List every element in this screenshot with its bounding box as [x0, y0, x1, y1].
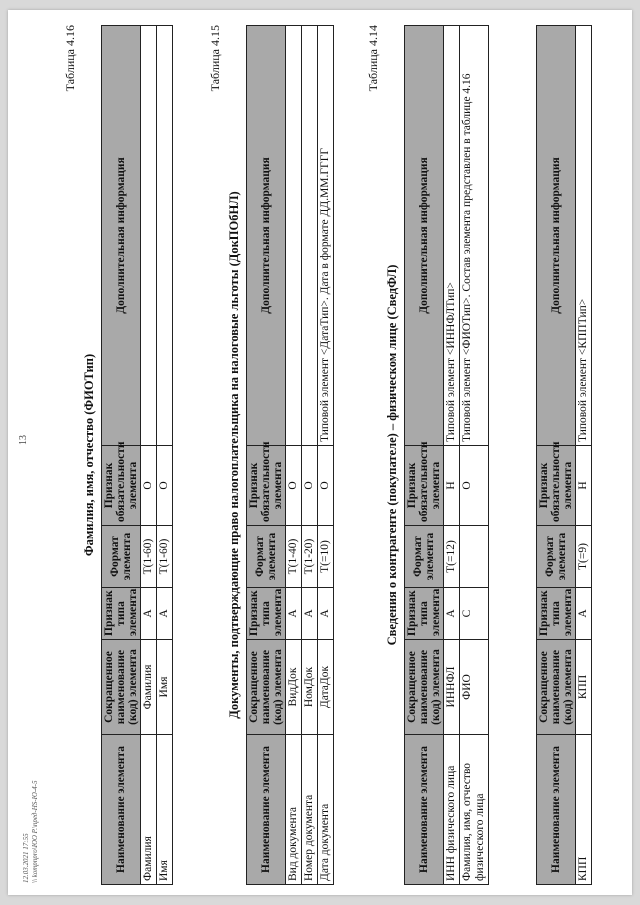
table-header-row [102, 26, 141, 885]
cell-info [302, 26, 318, 446]
table-title: Документы, подтверждающие право налогоплательщика на налоговые льготы (ДокПОбНЛ) [227, 191, 241, 719]
cell-name: Фамилия, имя, отчество физического лица [460, 735, 489, 885]
rotated-page-content [8, 10, 632, 895]
header-info: Дополнительная информация [102, 26, 141, 446]
header-name: Наименование элемента [405, 735, 444, 885]
cell-name: Фамилия [141, 735, 157, 885]
cell-type: С [460, 588, 489, 640]
cell-format: T(1-60) [157, 526, 173, 588]
header-format: Формат элемента [405, 526, 444, 588]
cell-type: А [318, 588, 334, 640]
cell-info: Типовой элемент <ФИОТип>. Состав элемента представлен в таблице 4.16 [460, 26, 489, 446]
page-number: 13 [18, 435, 29, 445]
table-row [460, 26, 489, 885]
table-continued [536, 25, 592, 885]
table-title: Сведения о контрагенте (покупателе) – физическом лице (СведФЛ) [385, 264, 399, 646]
header-code: Сокращенное наименование (код) элемента [405, 640, 444, 735]
cell-code: ИННФЛ [444, 640, 460, 735]
cell-format: T(=10) [318, 526, 334, 588]
cell-type: А [444, 588, 460, 640]
header-code: Сокращенное наименование (код) элемента [247, 640, 286, 735]
header-format: Формат элемента [537, 526, 576, 588]
cell-required: О [157, 446, 173, 526]
stamp-line: \\ kompnpro\ЮО Р.\пред-НS-Ю-4-5 [31, 780, 39, 883]
table-label: Таблица 4.14 [366, 25, 380, 92]
header-name: Наименование элемента [537, 735, 576, 885]
table-row [286, 26, 302, 885]
cell-name: Вид документа [286, 735, 302, 885]
cell-name: КПП [576, 735, 592, 885]
header-type: Признак типа элемента [537, 588, 576, 640]
cell-info: Типовой элемент <ИННФЛТип> [444, 26, 460, 446]
cell-type: А [286, 588, 302, 640]
table-4-15 [246, 25, 334, 885]
cell-info [157, 26, 173, 446]
cell-required: О [302, 446, 318, 526]
cell-name: Имя [157, 735, 173, 885]
table-title: Фамилия, имя, отчество (ФИОТип) [82, 353, 96, 557]
header-format: Формат элемента [247, 526, 286, 588]
cell-type: А [141, 588, 157, 640]
table-row [141, 26, 157, 885]
cell-format: T(=9) [576, 526, 592, 588]
header-type: Признак типа элемента [405, 588, 444, 640]
table-label: Таблица 4.16 [63, 25, 77, 92]
cell-code: Фамилия [141, 640, 157, 735]
cell-name: Номер документа [302, 735, 318, 885]
table-continued-block [536, 25, 592, 885]
table-4-14-block [366, 25, 489, 885]
cell-code: ФИО [460, 640, 489, 735]
stamp-line: 12.03.2021 17:55 [22, 833, 30, 883]
table-header-row [537, 26, 576, 885]
cell-format [460, 526, 489, 588]
header-info: Дополнительная информация [537, 26, 576, 446]
cell-name: Дата документа [318, 735, 334, 885]
cell-info [141, 26, 157, 446]
header-name: Наименование элемента [102, 735, 141, 885]
header-required: Признак обязательности элемента [247, 446, 286, 526]
table-row [576, 26, 592, 885]
cell-type: А [302, 588, 318, 640]
cell-type: А [576, 588, 592, 640]
cell-code: НомДок [302, 640, 318, 735]
table-row [157, 26, 173, 885]
table-4-16-block [63, 25, 173, 885]
header-required: Признак обязательности элемента [537, 446, 576, 526]
header-info: Дополнительная информация [405, 26, 444, 446]
header-code: Сокращенное наименование (код) элемента [537, 640, 576, 735]
header-required: Признак обязательности элемента [102, 446, 141, 526]
cell-info: Типовой элемент <ДатаТип>. Дата в формате ДД.ММ.ГГГГ [318, 26, 334, 446]
table-4-15-block [208, 25, 334, 885]
header-required: Признак обязательности элемента [405, 446, 444, 526]
header-type: Признак типа элемента [247, 588, 286, 640]
table-4-14 [404, 25, 489, 885]
cell-code: ВидДок [286, 640, 302, 735]
cell-required: Н [576, 446, 592, 526]
cell-code: КПП [576, 640, 592, 735]
cell-name: ИНН физического лица [444, 735, 460, 885]
cell-required: Н [444, 446, 460, 526]
cell-format: T(=12) [444, 526, 460, 588]
header-type: Признак типа элемента [102, 588, 141, 640]
cell-info: Типовой элемент <КППТип> [576, 26, 592, 446]
cell-format: T(1-60) [141, 526, 157, 588]
table-label: Таблица 4.15 [208, 25, 222, 92]
header-name: Наименование элемента [247, 735, 286, 885]
cell-info [286, 26, 302, 446]
print-stamp [22, 781, 40, 884]
cell-required: О [286, 446, 302, 526]
table-row [318, 26, 334, 885]
header-code: Сокращенное наименование (код) элемента [102, 640, 141, 735]
cell-type: А [157, 588, 173, 640]
cell-code: ДатаДок [318, 640, 334, 735]
cell-required: О [141, 446, 157, 526]
cell-format: T(1-20) [302, 526, 318, 588]
table-row [444, 26, 460, 885]
table-header-row [247, 26, 286, 885]
cell-code: Имя [157, 640, 173, 735]
cell-format: T(1-40) [286, 526, 302, 588]
header-format: Формат элемента [102, 526, 141, 588]
table-header-row [405, 26, 444, 885]
table-row [302, 26, 318, 885]
cell-required: О [318, 446, 334, 526]
table-4-16 [101, 25, 173, 885]
header-info: Дополнительная информация [247, 26, 286, 446]
cell-required: О [460, 446, 489, 526]
document-page [8, 10, 632, 895]
